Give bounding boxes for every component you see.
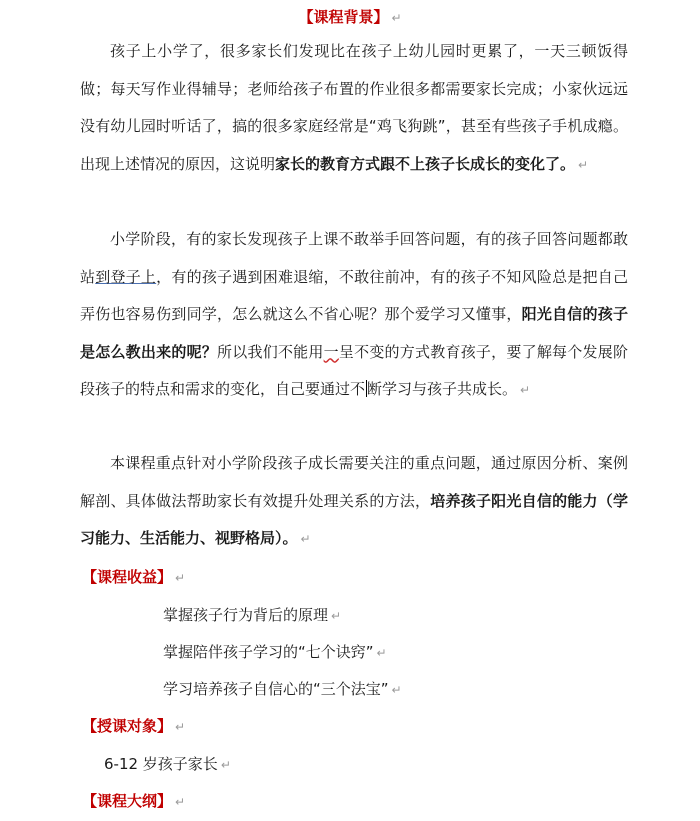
benefit-item-text: 掌握孩子行为背后的原理 [163, 606, 329, 624]
paragraph-mark: ↵ [391, 11, 402, 25]
p1-bold-text: 家长的教育方式跟不上孩子长成长的变化了。 [275, 154, 576, 173]
paragraph-mark: ↵ [391, 683, 402, 697]
paragraph-mark: ↵ [376, 646, 387, 660]
benefit-item[interactable] [163, 678, 402, 699]
benefit-item[interactable] [163, 604, 341, 625]
paragraph-mark: ↵ [300, 532, 311, 546]
heading-course-benefits-text: 【课程收益】 [82, 568, 173, 586]
p3-text: 本课程重点针对小学阶段孩子成长需要关注的重点问题，通过原因分析、案例解剖、具体做法帮助家长有效提升处理关系的方法， [80, 454, 628, 510]
paragraph-mark: ↵ [520, 383, 531, 397]
heading-course-benefits [82, 566, 185, 587]
p2-text-5: 断学习与孩子共成长。 [367, 380, 518, 398]
paragraph-mark: ↵ [331, 609, 342, 623]
p2-text-1: 小学阶段，有的家长发现孩子上课不敢举手回答问题，有的孩子回答问题都敢站 [80, 230, 628, 286]
background-paragraph-1[interactable] [80, 33, 628, 184]
p2-text-4: 呈不变的方式教育孩子，要了解每个发展阶段孩子的特点和需求的变化，自己要通过不 [80, 342, 628, 398]
paragraph-mark: ↵ [175, 795, 186, 809]
p2-underlined-text: 到登子上 [95, 267, 157, 286]
background-paragraph-3[interactable] [80, 445, 628, 559]
paragraph-mark: ↵ [578, 157, 589, 172]
p1-text: 孩子上小学了，很多家长们发现比在孩子上幼儿园时更累了，一天三顿饭得做；每天写作业得辅导；老师给孩子布置的作业很多都需要家长完成；小家伙远远没有幼儿园时听话了，搞的很多家庭经常是“鸡飞狗跳”，甚至有些孩子手机成瘾。出现上述情况的原因，这说明 [80, 42, 628, 173]
heading-course-background-text: 【课程背景】 [298, 8, 389, 26]
background-paragraph-2[interactable] [80, 221, 628, 410]
benefit-item-text: 学习培养孩子自信心的“三个法宝” [163, 680, 389, 698]
p2-spellcheck-text: 一 [323, 342, 339, 361]
p2-bold-text: 阳光自信的孩子是怎么教出来的呢？ [80, 305, 628, 361]
heading-course-background [0, 6, 700, 27]
heading-course-outline [82, 790, 185, 811]
paragraph-mark: ↵ [220, 758, 231, 772]
heading-audience-text: 【授课对象】 [82, 717, 173, 735]
heading-course-outline-text: 【课程大纲】 [82, 792, 173, 810]
audience-text: 6-12 岁孩子家长 [104, 755, 218, 773]
paragraph-mark: ↵ [175, 720, 186, 734]
paragraph-mark: ↵ [175, 571, 186, 585]
benefit-item-text: 掌握陪伴孩子学习的“七个诀窍” [163, 643, 374, 661]
p3-bold-text: 培养孩子阳光自信的能力（学习能力、生活能力、视野格局）。 [80, 491, 628, 547]
p2-text-3: 所以我们不能用 [217, 342, 324, 361]
p2-text-2: ，有的孩子遇到困难退缩，不敢往前冲，有的孩子不知风险总是把自己弄伤也容易伤到同学，怎么就这么不省心呢？那个爱学习又懂事， [80, 267, 628, 323]
audience-text-line[interactable] [104, 753, 231, 774]
heading-audience [82, 715, 185, 736]
benefit-item[interactable] [163, 641, 387, 662]
